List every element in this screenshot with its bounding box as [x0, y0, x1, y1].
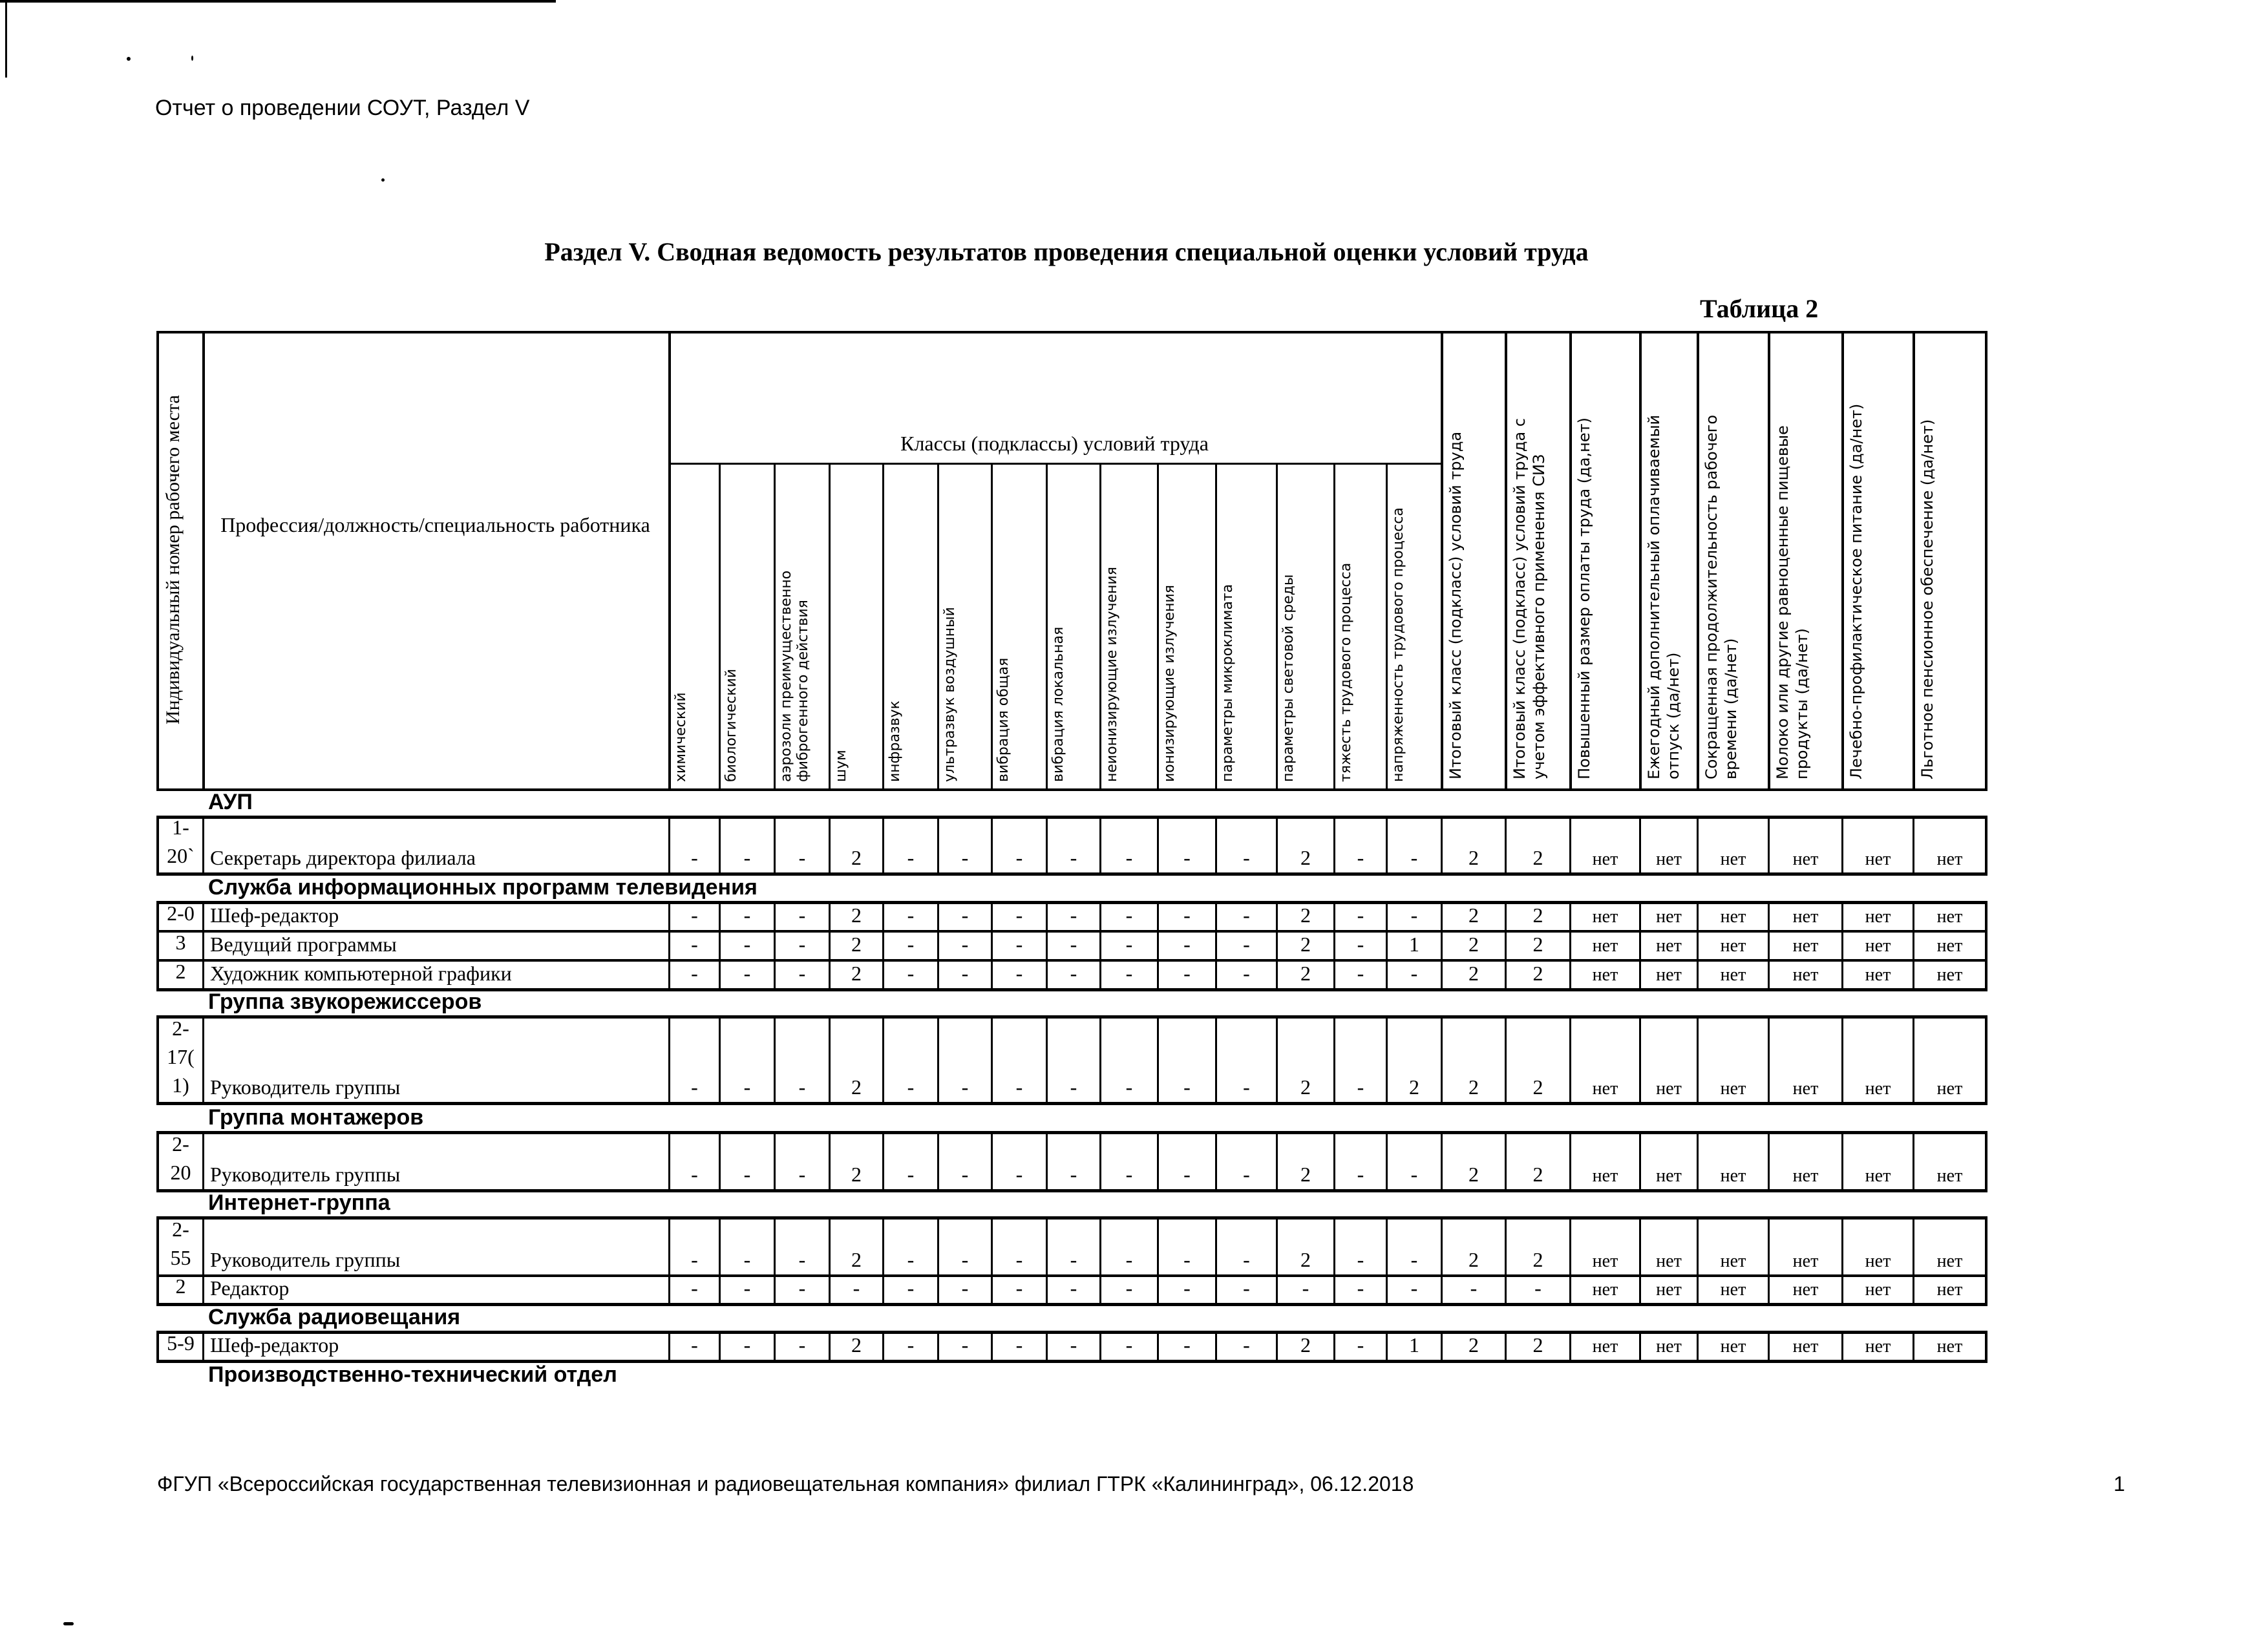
factor-class-cell: 2 [851, 846, 862, 869]
benefit-cell: нет [1865, 1336, 1891, 1357]
row-id-line: 20` [167, 844, 195, 867]
factor-class-cell: - [691, 1276, 698, 1300]
header-factor-12: тяжесть трудового процесса [1338, 562, 1354, 782]
factor-class-cell: - [1183, 1248, 1191, 1271]
factor-class-cell: - [1243, 1163, 1250, 1186]
factor-class-cell: 2 [851, 933, 862, 956]
factor-class-cell: - [691, 962, 698, 985]
header-summary-0: Итоговый класс (подкласс) условий труда [1447, 431, 1465, 779]
row-id-line: 5-9 [167, 1331, 195, 1355]
header-summary-7: Льготное пенсионное обеспечение (да/нет) [1918, 419, 1936, 779]
factor-class-cell: - [798, 1075, 806, 1099]
benefit-cell: нет [1792, 1079, 1819, 1099]
final-class-cell: 2 [1532, 933, 1543, 956]
factor-class-cell: 2 [1300, 1075, 1311, 1099]
benefit-cell: нет [1656, 1280, 1682, 1300]
factor-class-cell: - [1243, 1333, 1250, 1357]
factor-class-cell: 2 [1300, 1163, 1311, 1186]
benefit-cell: нет [1792, 936, 1819, 956]
header-factor-8: неионизирующие излучения [1104, 567, 1120, 782]
benefit-cell: нет [1592, 1336, 1618, 1357]
factor-class-cell: - [798, 846, 806, 869]
factor-class-cell: - [1183, 1276, 1191, 1300]
factor-class-cell: 2 [1300, 1248, 1311, 1271]
section-label: Группа монтажеров [208, 1105, 424, 1130]
factor-class-cell: - [1015, 903, 1023, 927]
final-class-cell: 2 [1468, 903, 1479, 927]
factor-class-cell: - [1015, 1333, 1023, 1357]
row-id-line: 1) [172, 1073, 189, 1097]
benefit-cell: нет [1592, 849, 1618, 869]
benefit-cell: нет [1656, 1251, 1682, 1271]
header-factor-7: вибрация локальная [1050, 626, 1066, 782]
benefit-cell: нет [1720, 1166, 1746, 1186]
row-profession: Руководитель группы [210, 1163, 401, 1186]
header-column-border [1985, 331, 1987, 788]
header-factor-13: напряженность трудового процесса [1390, 507, 1406, 782]
header-id: Индивидуальный номер рабочего места [162, 395, 184, 724]
row-id-line: 55 [170, 1246, 191, 1269]
row-id-line: 3 [175, 931, 186, 954]
cell-border [1985, 901, 1987, 988]
factor-class-cell: - [691, 933, 698, 956]
row-id-line: 2- [172, 1218, 189, 1241]
factor-class-cell: - [907, 962, 915, 985]
section-label: Служба информационных программ телевидения [208, 875, 758, 900]
header-classes-group: Классы (подклассы) условий труда [900, 432, 1209, 455]
benefit-cell: нет [1792, 849, 1819, 869]
benefit-cell: нет [1792, 1166, 1819, 1186]
benefit-cell: нет [1865, 849, 1891, 869]
row-id-line: 2 [175, 960, 186, 983]
factor-class-cell: - [798, 1163, 806, 1186]
benefit-cell: нет [1936, 936, 1963, 956]
benefit-cell: нет [1936, 1251, 1963, 1271]
factor-class-cell: - [961, 933, 969, 956]
benefit-cell: нет [1656, 965, 1682, 985]
factor-class-cell: - [1357, 1163, 1364, 1186]
factor-class-cell: - [798, 933, 806, 956]
block-bottom-border [156, 1102, 1987, 1105]
final-class-cell: 2 [1532, 1248, 1543, 1271]
header-bottom-border [156, 788, 1987, 791]
factor-class-cell: - [1070, 846, 1077, 869]
benefit-cell: нет [1656, 936, 1682, 956]
benefit-cell: нет [1656, 1166, 1682, 1186]
header-factor-5: ультразвук воздушный [942, 607, 958, 782]
row-id [159, 933, 202, 959]
cell-border [202, 1216, 204, 1303]
benefit-cell: нет [1720, 1079, 1746, 1099]
factor-class-cell: - [1070, 1276, 1077, 1300]
final-class-cell: 2 [1468, 1075, 1479, 1099]
factor-class-cell: - [961, 1075, 969, 1099]
factor-class-cell: - [1243, 933, 1250, 956]
final-class-cell: 2 [1532, 846, 1543, 869]
factor-class-cell: - [1070, 933, 1077, 956]
factor-class-cell: - [1070, 1333, 1077, 1357]
factor-class-cell: - [1070, 1248, 1077, 1271]
row-id [159, 818, 202, 872]
factor-class-cell: - [798, 903, 806, 927]
row-profession: Руководитель группы [210, 1248, 401, 1271]
factor-class-cell: - [1357, 1075, 1364, 1099]
scan-speck [127, 57, 131, 61]
benefit-cell: нет [1720, 1251, 1746, 1271]
section-label: Производственно-технический отдел [208, 1362, 617, 1387]
factor-class-cell: 2 [1300, 903, 1311, 927]
factor-class-cell: - [1410, 1276, 1418, 1300]
benefit-cell: нет [1720, 907, 1746, 927]
factor-class-cell: - [907, 1248, 915, 1271]
row-profession: Шеф-редактор [210, 903, 339, 927]
factor-class-cell: 2 [1409, 1075, 1419, 1099]
benefit-cell: нет [1936, 1280, 1963, 1300]
factor-class-cell: - [1183, 846, 1191, 869]
factor-class-cell: - [1125, 1333, 1133, 1357]
factor-class-cell: - [1070, 962, 1077, 985]
benefit-cell: нет [1720, 849, 1746, 869]
factor-class-cell: - [907, 1333, 915, 1357]
factor-class-cell: - [1357, 903, 1364, 927]
benefit-cell: нет [1592, 1280, 1618, 1300]
factor-class-cell: - [907, 933, 915, 956]
header-factor-10: параметры микроклимата [1220, 584, 1236, 782]
classes-group-divider [668, 463, 1441, 465]
factor-class-cell: - [1015, 962, 1023, 985]
final-class-cell: 2 [1468, 1163, 1479, 1186]
factor-class-cell: - [961, 962, 969, 985]
row-profession: Шеф-редактор [210, 1333, 339, 1357]
factor-class-cell: - [743, 933, 751, 956]
benefit-cell: нет [1936, 965, 1963, 985]
benefit-cell: нет [1720, 936, 1746, 956]
row-id-line: 2- [172, 1132, 189, 1156]
row-id-line: 20 [170, 1161, 191, 1184]
benefit-cell: нет [1792, 1336, 1819, 1357]
factor-class-cell: - [1243, 962, 1250, 985]
final-class-cell: 2 [1468, 1333, 1479, 1357]
header-factor-9: ионизирующие излучения [1161, 584, 1178, 782]
row-id [159, 1134, 202, 1189]
factor-class-cell: - [798, 1248, 806, 1271]
factor-class-cell: - [1243, 1248, 1250, 1271]
benefit-cell: нет [1792, 1280, 1819, 1300]
factor-class-cell: - [798, 962, 806, 985]
factor-class-cell: - [1015, 1248, 1023, 1271]
factor-class-cell: 1 [1409, 933, 1419, 956]
factor-class-cell: 2 [1300, 1333, 1311, 1357]
benefit-cell: нет [1865, 936, 1891, 956]
factor-class-cell: - [1243, 846, 1250, 869]
benefit-cell: нет [1656, 1336, 1682, 1357]
header-factor-0: химический [673, 692, 689, 782]
factor-class-cell: - [1410, 962, 1418, 985]
row-profession: Редактор [210, 1276, 290, 1300]
final-class-cell: 2 [1532, 962, 1543, 985]
benefit-cell: нет [1656, 907, 1682, 927]
factor-class-cell: - [691, 1075, 698, 1099]
factor-class-cell: - [1125, 962, 1133, 985]
benefit-cell: нет [1720, 1280, 1746, 1300]
scan-speck [63, 1622, 74, 1625]
factor-class-cell: - [1183, 933, 1191, 956]
factor-class-cell: - [1302, 1276, 1309, 1300]
factor-class-cell: 1 [1409, 1333, 1419, 1357]
benefit-cell: нет [1592, 907, 1618, 927]
final-class-cell: 2 [1468, 933, 1479, 956]
factor-class-cell: - [1357, 933, 1364, 956]
row-id [159, 903, 202, 930]
benefit-cell: нет [1792, 965, 1819, 985]
factor-class-cell: - [798, 1333, 806, 1357]
header-summary-5: Молоко или другие равноценные пищевые продукты (да/нет) [1774, 425, 1811, 779]
factor-class-cell: 2 [1300, 962, 1311, 985]
factor-class-cell: - [1410, 1163, 1418, 1186]
factor-class-cell: - [691, 903, 698, 927]
factor-class-cell: - [1357, 1276, 1364, 1300]
benefit-cell: нет [1720, 965, 1746, 985]
cell-border [202, 1131, 204, 1189]
factor-class-cell: - [1357, 962, 1364, 985]
factor-class-cell: - [1125, 846, 1133, 869]
benefit-cell: нет [1792, 1251, 1819, 1271]
header-profession: Профессия/должность/специальность работника [220, 513, 650, 536]
cell-border [202, 1015, 204, 1102]
factor-class-cell: 2 [1300, 933, 1311, 956]
factor-class-cell: - [1015, 1276, 1023, 1300]
factor-class-cell: - [743, 1248, 751, 1271]
factor-class-cell: - [907, 1075, 915, 1099]
final-class-cell: 2 [1532, 1333, 1543, 1357]
factor-class-cell: 2 [851, 903, 862, 927]
factor-class-cell: - [961, 1276, 969, 1300]
row-id [159, 1219, 202, 1274]
factor-class-cell: - [961, 903, 969, 927]
factor-class-cell: - [961, 1248, 969, 1271]
page-number: 1 [2114, 1472, 2125, 1495]
header-factor-6: вибрация общая [995, 657, 1012, 782]
final-class-cell: 2 [1468, 846, 1479, 869]
benefit-cell: нет [1865, 1079, 1891, 1099]
section-title: Раздел V. Сводная ведомость результатов проведения специальной оценки условий труда [544, 237, 1589, 266]
final-class-cell: 2 [1532, 1163, 1543, 1186]
benefit-cell: нет [1792, 907, 1819, 927]
factor-class-cell: - [961, 1163, 969, 1186]
factor-class-cell: - [1243, 1276, 1250, 1300]
final-class-cell: 2 [1468, 962, 1479, 985]
row-id-line: 2-0 [167, 902, 195, 925]
section-label: Группа звукорежиссеров [208, 989, 482, 1014]
header-summary-2: Повышенный размер оплаты труда (да,нет) [1575, 417, 1593, 779]
benefit-cell: нет [1865, 907, 1891, 927]
factor-class-cell: 2 [851, 1333, 862, 1357]
factor-class-cell: - [1070, 1163, 1077, 1186]
factor-class-cell: 2 [851, 962, 862, 985]
factor-class-cell: - [907, 1163, 915, 1186]
factor-class-cell: - [1410, 903, 1418, 927]
cell-border [1985, 1216, 1987, 1303]
row-profession: Художник компьютерной графики [210, 962, 512, 985]
factor-class-cell: - [743, 1276, 751, 1300]
scan-top-edge [0, 0, 556, 3]
factor-class-cell: - [1015, 1075, 1023, 1099]
factor-class-cell: - [1125, 1248, 1133, 1271]
factor-class-cell: - [1125, 933, 1133, 956]
factor-class-cell: - [1015, 846, 1023, 869]
cell-border [202, 816, 204, 872]
factor-class-cell: - [907, 903, 915, 927]
benefit-cell: нет [1720, 1336, 1746, 1357]
factor-class-cell: - [1015, 1163, 1023, 1186]
scan-speck [191, 56, 193, 61]
cell-border [1985, 1015, 1987, 1102]
factor-class-cell: - [1243, 903, 1250, 927]
table-label: Таблица 2 [1700, 294, 1819, 323]
factor-class-cell: - [1125, 903, 1133, 927]
header-factor-3: шум [833, 750, 849, 782]
factor-class-cell: - [1015, 933, 1023, 956]
benefit-cell: нет [1592, 1166, 1618, 1186]
row-profession: Ведущий программы [210, 933, 397, 956]
factor-class-cell: 2 [851, 1248, 862, 1271]
factor-class-cell: - [1070, 903, 1077, 927]
factor-class-cell: - [743, 962, 751, 985]
factor-class-cell: - [1183, 1333, 1191, 1357]
factor-class-cell: - [691, 1333, 698, 1357]
factor-class-cell: - [1183, 1075, 1191, 1099]
factor-class-cell: - [1183, 903, 1191, 927]
factor-class-cell: - [907, 846, 915, 869]
factor-class-cell: - [743, 1333, 751, 1357]
factor-class-cell: - [1357, 1333, 1364, 1357]
factor-class-cell: - [691, 1248, 698, 1271]
final-class-cell: - [1470, 1276, 1478, 1300]
document-header: Отчет о проведении СОУТ, Раздел V [155, 96, 530, 120]
factor-class-cell: - [1357, 1248, 1364, 1271]
factor-class-cell: - [691, 1163, 698, 1186]
benefit-cell: нет [1936, 1166, 1963, 1186]
row-id [159, 1274, 202, 1303]
header-summary-3: Ежегодный дополнительный оплачиваемый отпуск (да/нет) [1645, 414, 1682, 779]
row-id [159, 1018, 202, 1102]
row-id-line: 2 [175, 1274, 186, 1298]
benefit-cell: нет [1592, 1251, 1618, 1271]
factor-class-cell: - [1183, 1163, 1191, 1186]
factor-class-cell: - [743, 1075, 751, 1099]
factor-class-cell: 2 [851, 1075, 862, 1099]
header-top-border [156, 331, 1987, 333]
header-summary-1: Итоговый класс (подкласс) условий труда с учетом эффективного применения СИЗ [1510, 418, 1548, 779]
factor-class-cell: - [691, 846, 698, 869]
cell-border [202, 901, 204, 988]
factor-class-cell: 2 [1300, 846, 1311, 869]
factor-class-cell: - [1070, 1075, 1077, 1099]
factor-class-cell: - [961, 1333, 969, 1357]
row-profession: Руководитель группы [210, 1075, 401, 1099]
benefit-cell: нет [1865, 965, 1891, 985]
scan-speck [381, 178, 385, 182]
benefit-cell: нет [1936, 1079, 1963, 1099]
cell-border [202, 1331, 204, 1360]
factor-class-cell: - [1125, 1075, 1133, 1099]
factor-class-cell: - [1183, 962, 1191, 985]
header-summary-4: Сокращенная продолжительность рабочего времени (да/нет) [1702, 414, 1740, 779]
factor-class-cell: - [1125, 1163, 1133, 1186]
footer-organization: ФГУП «Всероссийская государственная телевизионная и радиовещательная компания» филиал ГТРК «Калининград», 06.12.2018 [157, 1472, 1414, 1495]
benefit-cell: нет [1936, 1336, 1963, 1357]
row-id [159, 962, 202, 988]
section-label: АУП [208, 790, 253, 814]
benefit-cell: нет [1592, 1079, 1618, 1099]
row-id-line: 2- [172, 1017, 189, 1040]
benefit-cell: нет [1865, 1251, 1891, 1271]
cell-border [1985, 1331, 1987, 1360]
factor-class-cell: 2 [851, 1163, 862, 1186]
row-id-line: 17( [167, 1045, 195, 1068]
factor-class-cell: - [798, 1276, 806, 1300]
factor-class-cell: - [743, 903, 751, 927]
header-factor-4: инфразвук [887, 701, 903, 782]
final-class-cell: 2 [1532, 1075, 1543, 1099]
benefit-cell: нет [1865, 1166, 1891, 1186]
benefit-cell: нет [1656, 1079, 1682, 1099]
section-label: Интернет-группа [208, 1190, 390, 1215]
factor-class-cell: - [1243, 1075, 1250, 1099]
row-id-line: 1- [172, 816, 189, 839]
factor-class-cell: - [1357, 846, 1364, 869]
block-bottom-border [156, 1189, 1987, 1192]
benefit-cell: нет [1592, 965, 1618, 985]
header-factor-11: параметры световой среды [1280, 574, 1297, 782]
header-factor-2: аэрозоли преимущественно фиброгенного действия [778, 570, 811, 782]
final-class-cell: 2 [1468, 1248, 1479, 1271]
benefit-cell: нет [1936, 907, 1963, 927]
row-id [159, 1333, 202, 1360]
benefit-cell: нет [1865, 1280, 1891, 1300]
factor-class-cell: - [961, 846, 969, 869]
factor-class-cell: - [907, 1276, 915, 1300]
benefit-cell: нет [1592, 936, 1618, 956]
benefit-cell: нет [1656, 849, 1682, 869]
header-summary-6: Лечебно-профилактическое питание (да/нет) [1847, 403, 1865, 779]
header-column-border [202, 331, 205, 788]
factor-class-cell: - [743, 846, 751, 869]
benefit-cell: нет [1936, 849, 1963, 869]
row-profession: Секретарь директора филиала [210, 846, 476, 869]
factor-class-cell: - [853, 1276, 860, 1300]
section-label: Служба радиовещания [208, 1305, 461, 1329]
cell-border [1985, 1131, 1987, 1189]
factor-class-cell: - [743, 1163, 751, 1186]
factor-class-cell: - [1410, 1248, 1418, 1271]
factor-class-cell: - [1410, 846, 1418, 869]
cell-border [1985, 816, 1987, 872]
header-factor-1: биологический [723, 668, 739, 782]
final-class-cell: 2 [1532, 903, 1543, 927]
factor-class-cell: - [1125, 1276, 1133, 1300]
final-class-cell: - [1534, 1276, 1542, 1300]
scan-left-edge [5, 0, 7, 78]
